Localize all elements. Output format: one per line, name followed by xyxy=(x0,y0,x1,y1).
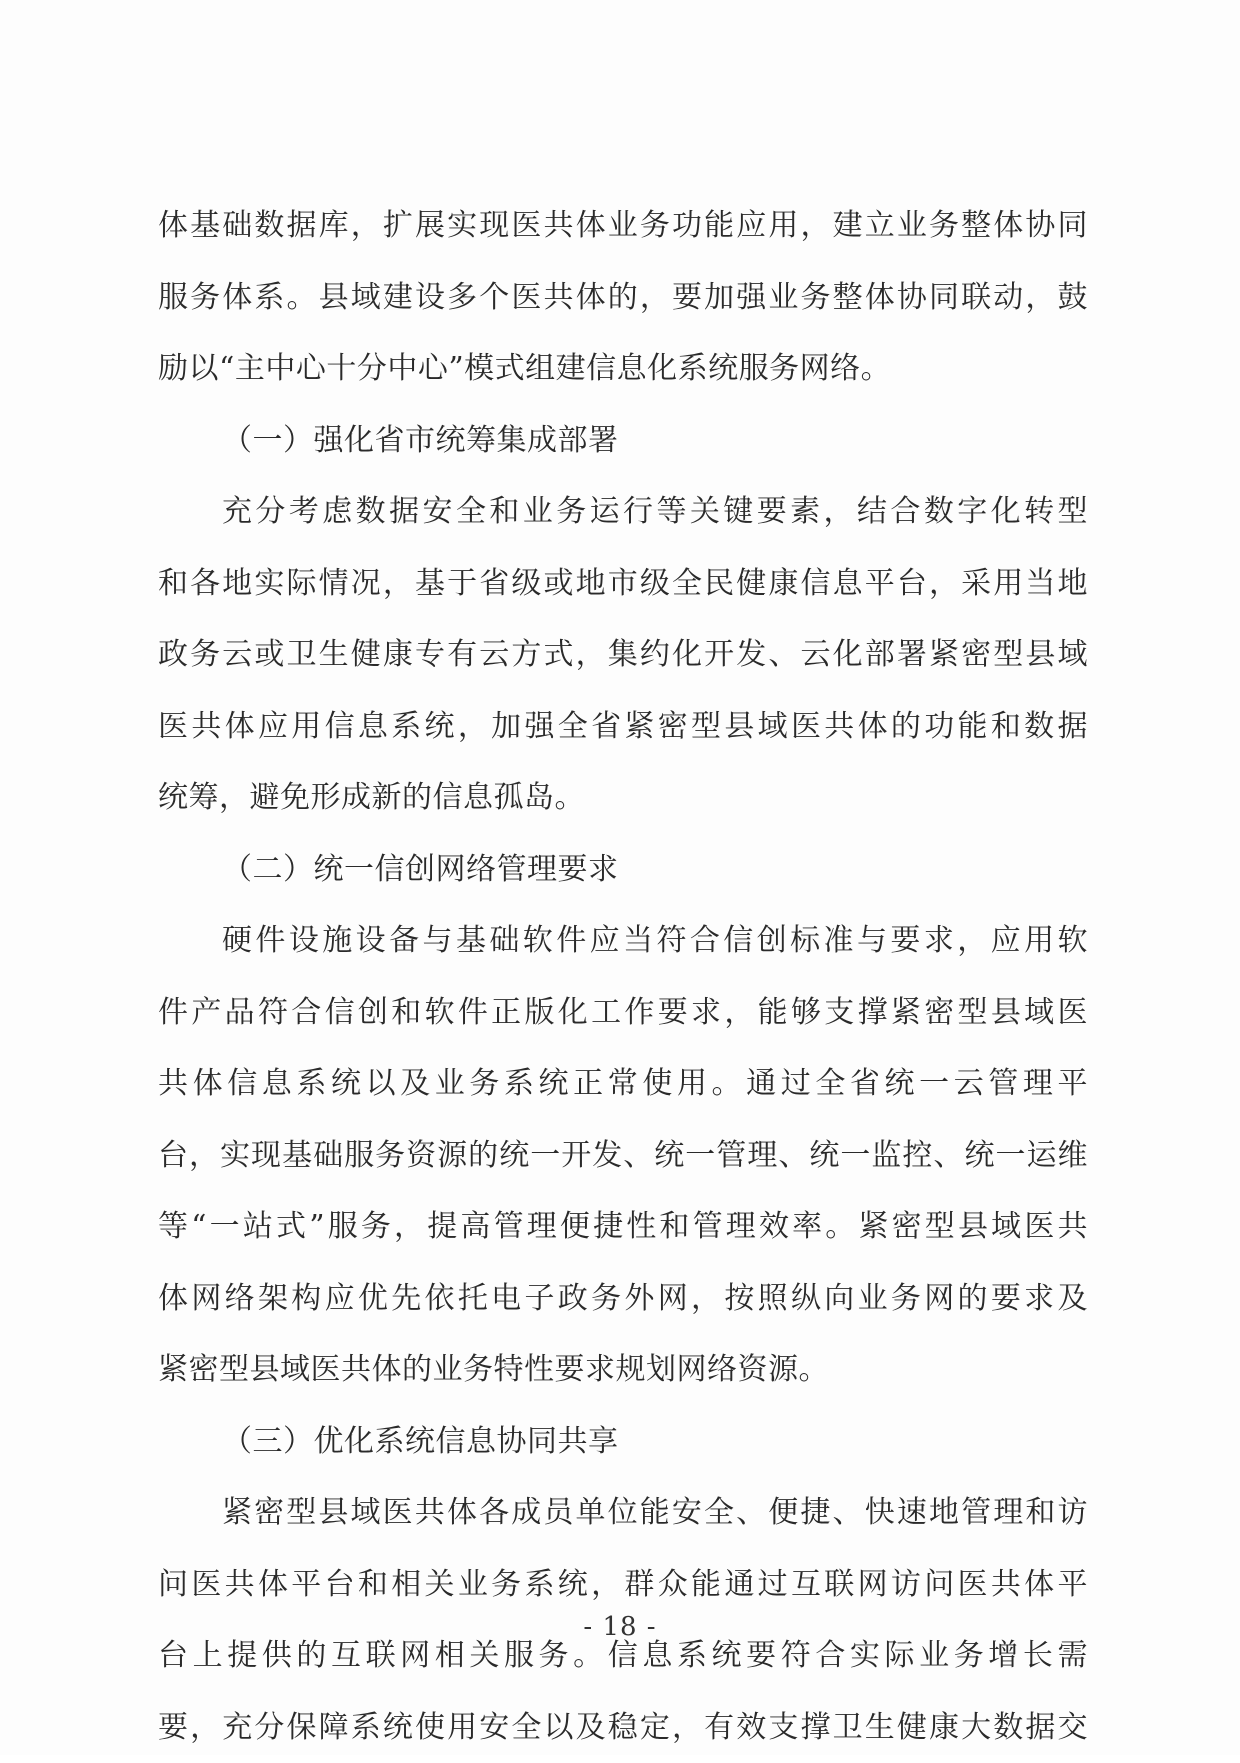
text-line: 紧密型县域医共体各成员单位能安全、便捷、快速地管理和访 xyxy=(158,1477,1088,1549)
text-line: 台上提供的互联网相关服务。信息系统要符合实际业务增长需 xyxy=(158,1620,1088,1692)
text-line: 问医共体平台和相关业务系统，群众能通过互联网访问医共体平 xyxy=(158,1549,1088,1621)
text-line: 紧密型县域医共体的业务特性要求规划网络资源。 xyxy=(158,1334,1088,1406)
text-line: 共体信息系统以及业务系统正常使用。通过全省统一云管理平 xyxy=(158,1048,1088,1120)
text-line: 件产品符合信创和软件正版化工作要求，能够支撑紧密型县域医 xyxy=(158,977,1088,1049)
text-line: 励以“主中心十分中心”模式组建信息化系统服务网络。 xyxy=(158,333,1088,405)
text-line: 要，充分保障系统使用安全以及稳定，有效支撑卫生健康大数据交 xyxy=(158,1692,1088,1763)
text-line: 硬件设施设备与基础软件应当符合信创标准与要求，应用软 xyxy=(158,905,1088,977)
page-number: - 18 - xyxy=(0,1612,1240,1642)
text-line: 政务云或卫生健康专有云方式，集约化开发、云化部署紧密型县域 xyxy=(158,619,1088,691)
text-line: 医共体应用信息系统，加强全省紧密型县域医共体的功能和数据 xyxy=(158,691,1088,763)
text-line: 服务体系。县域建设多个医共体的，要加强业务整体协同联动，鼓 xyxy=(158,262,1088,334)
text-line: 体网络架构应优先依托电子政务外网，按照纵向业务网的要求及 xyxy=(158,1263,1088,1335)
text-line: 等“一站式”服务，提高管理便捷性和管理效率。紧密型县域医共 xyxy=(158,1191,1088,1263)
body-text xyxy=(158,190,1088,1763)
text-line: 台，实现基础服务资源的统一开发、统一管理、统一监控、统一运维 xyxy=(158,1120,1088,1192)
text-line: 统筹，避免形成新的信息孤岛。 xyxy=(158,762,1088,834)
text-line: 体基础数据库，扩展实现医共体业务功能应用，建立业务整体协同 xyxy=(158,190,1088,262)
section-heading-3: （三）优化系统信息协同共享 xyxy=(158,1406,1088,1478)
text-line: 充分考虑数据安全和业务运行等关键要素，结合数字化转型 xyxy=(158,476,1088,548)
section-heading-1: （一）强化省市统筹集成部署 xyxy=(158,405,1088,477)
section-heading-2: （二）统一信创网络管理要求 xyxy=(158,834,1088,906)
text-line: 和各地实际情况，基于省级或地市级全民健康信息平台，采用当地 xyxy=(158,548,1088,620)
